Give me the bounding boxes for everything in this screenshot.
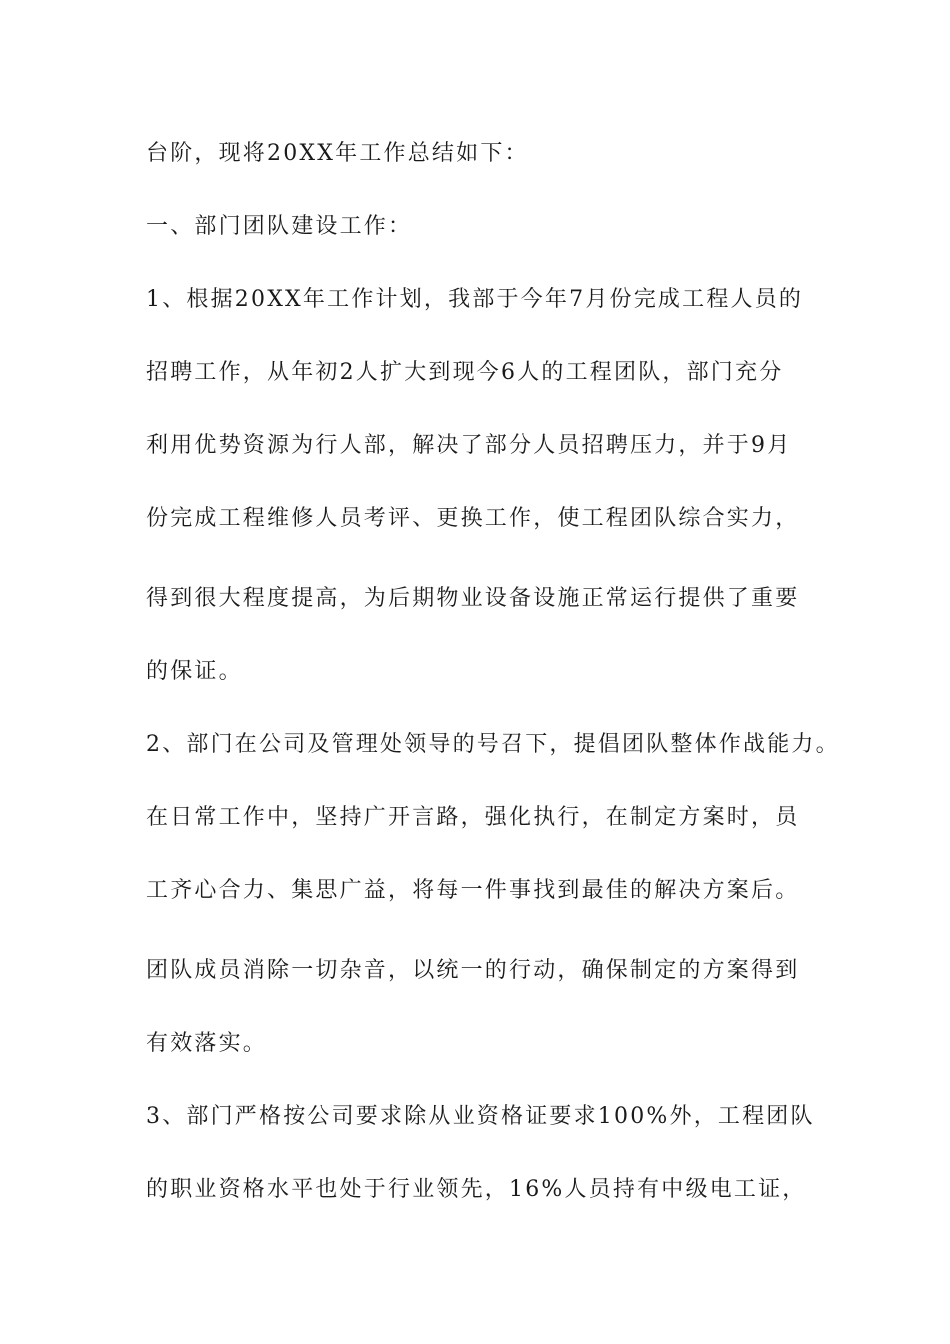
text-line-11: 工齐心合力、集思广益，将每一件事找到最佳的解决方案后。 — [146, 878, 800, 903]
text-line-10: 在日常工作中，坚持广开言路，强化执行，在制定方案时，员 — [146, 805, 800, 830]
text-line-7: 得到很大程度提高，为后期物业设备设施正常运行提供了重要 — [146, 586, 800, 611]
text-line-8: 的保证。 — [146, 659, 243, 684]
text-line-14: 3、部门严格按公司要求除从业资格证要求100%外，工程团队 — [146, 1104, 815, 1129]
text-line-12: 团队成员消除一切杂音，以统一的行动，确保制定的方案得到 — [146, 958, 800, 983]
text-line-6: 份完成工程维修人员考评、更换工作，使工程团队综合实力， — [146, 506, 800, 531]
text-line-13: 有效落实。 — [146, 1031, 268, 1056]
text-line-1: 台阶，现将20XX年工作总结如下： — [146, 141, 529, 166]
text-line-4: 招聘工作，从年初2人扩大到现今6人的工程团队，部门充分 — [146, 360, 784, 385]
text-line-15: 的职业资格水平也处于行业领先，16%人员持有中级电工证， — [146, 1177, 807, 1202]
text-line-5: 利用优势资源为行人部，解决了部分人员招聘压力，并于9月 — [146, 433, 792, 458]
section-heading-team-building: 一、部门团队建设工作： — [146, 214, 413, 239]
text-line-3: 1、根据20XX年工作计划，我部于今年7月份完成工程人员的 — [146, 287, 804, 312]
text-line-9: 2、部门在公司及管理处领导的号召下，提倡团队整体作战能力。 — [146, 732, 840, 757]
